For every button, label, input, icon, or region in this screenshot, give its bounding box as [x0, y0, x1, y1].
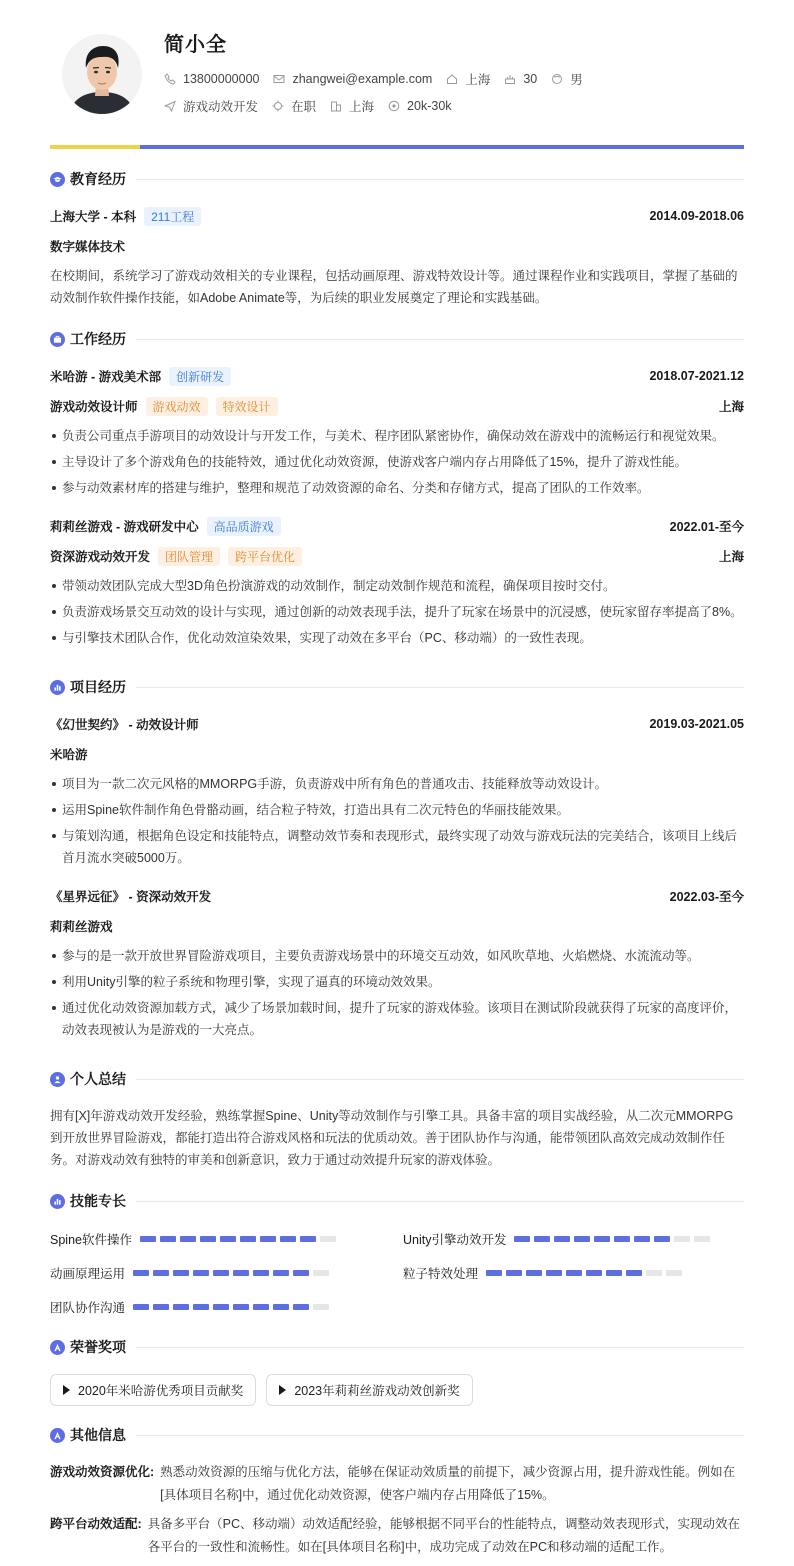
gender-icon [551, 73, 563, 85]
job-tag: 游戏动效 [146, 397, 208, 416]
award-text: 2023年莉莉丝游戏动效创新奖 [294, 1384, 460, 1398]
section-title: 荣誉奖项 [70, 1339, 126, 1355]
skill-name: 粒子特效处理 [403, 1267, 479, 1281]
phone-icon [164, 73, 176, 85]
skill-level-segment [694, 1236, 710, 1242]
skill-level-segment [554, 1236, 570, 1242]
job-position: 资深游戏动效开发 [50, 550, 151, 564]
header-divider [50, 145, 744, 149]
skill-level-segment [674, 1236, 690, 1242]
bar-chart-icon [50, 1194, 65, 1209]
skill-level-segment [233, 1304, 249, 1310]
skill-level-segment [253, 1270, 269, 1276]
city-text: 上海 [349, 100, 375, 114]
skill-name: Unity引擎动效开发 [403, 1233, 507, 1247]
city-item [330, 97, 374, 115]
gender-text: 男 [570, 73, 583, 87]
skill-level-segment [193, 1304, 209, 1310]
job-tag: 团队管理 [158, 547, 220, 566]
skill-level-segment [300, 1236, 316, 1242]
phone-text: 13800000000 [183, 72, 260, 86]
list-item: 带领动效团队完成大型3D角色扮演游戏的动效制作，制定动效制作规范和流程，确保项目按时交付。 [50, 575, 744, 597]
location-text: 上海 [465, 73, 491, 87]
project-2-company-row [50, 917, 744, 935]
company-tag: 创新研发 [169, 367, 231, 386]
other-label: 跨平台动效适配: [50, 1517, 142, 1531]
coin-icon [388, 100, 400, 112]
project-date: 2022.03-至今 [669, 890, 744, 904]
section-title: 项目经历 [70, 679, 126, 695]
skill-level-segment [586, 1270, 602, 1276]
skill-level-bar [133, 1304, 329, 1310]
skill-level-segment [173, 1304, 189, 1310]
skill-level-bar [140, 1236, 336, 1242]
skill-level-segment [240, 1236, 256, 1242]
list-item: 参与的是一款开放世界冒险游戏项目，主要负责游戏场景中的环境交互动效，如风吹草地、火焰燃烧、水流流动等。 [50, 945, 744, 967]
status-item [272, 97, 316, 115]
age-text: 30 [523, 72, 538, 86]
job-2-bullets [50, 575, 744, 653]
project-2-header [50, 887, 744, 905]
position-text: 游戏动效开发 [183, 100, 259, 114]
skill-level-segment [273, 1304, 289, 1310]
job-date: 2018.07-2021.12 [649, 369, 744, 383]
skill-item [403, 1264, 682, 1282]
skill-level-segment [486, 1270, 502, 1276]
skill-level-segment [140, 1236, 156, 1242]
other-item [50, 1513, 744, 1559]
skill-item [50, 1264, 329, 1282]
section-title: 其他信息 [70, 1427, 126, 1443]
projects-section-header [50, 677, 744, 697]
major-name: 数字媒体技术 [50, 240, 126, 254]
skill-level-segment [634, 1236, 650, 1242]
skill-level-segment [280, 1236, 296, 1242]
skill-level-segment [546, 1270, 562, 1276]
skill-level-segment [534, 1236, 550, 1242]
list-item: 运用Spine软件制作角色骨骼动画，结合粒子特效，打造出具有二次元特色的华丽技能效果。 [50, 799, 744, 821]
email-item [273, 72, 432, 86]
job-city: 上海 [718, 400, 744, 414]
skill-level-segment [213, 1304, 229, 1310]
award-text: 2020年米哈游优秀项目贡献奖 [78, 1384, 244, 1398]
education-date: 2014.09-2018.06 [649, 209, 744, 223]
status-text: 在职 [291, 100, 317, 114]
list-item: 利用Unity引擎的粒子系统和物理引擎，实现了逼真的环境动效效果。 [50, 971, 744, 993]
skill-level-segment [313, 1304, 329, 1310]
job-date: 2022.01-至今 [669, 520, 744, 534]
list-item: 通过优化动效资源加载方式，减少了场景加载时间，提升了玩家的游戏体验。该项目在测试阶段就获得了玩家的高度评价，动效表现被认为是游戏的一大亮点。 [50, 997, 744, 1041]
job-city: 上海 [718, 550, 744, 564]
education-section-header [50, 169, 744, 189]
project-1-company-row [50, 745, 744, 763]
salary-text: 20k-30k [407, 99, 452, 113]
skill-level-segment [320, 1236, 336, 1242]
project-name: 《幻世契约》 - 动效设计师 [50, 718, 199, 732]
salary-item [388, 99, 451, 113]
skill-level-segment [153, 1304, 169, 1310]
skill-level-segment [646, 1270, 662, 1276]
skill-level-segment [514, 1236, 530, 1242]
other-text: 具备多平台（PC、移动端）动效适配经验，能够根据不同平台的性能特点，调整动效表现形式，实现动效在各平台的一致性和流畅性。如在[具体项目名称]中，成功完成了动效在PC和移动端的适配工作。 [147, 1517, 741, 1554]
gender-item [551, 70, 583, 88]
education-row [50, 207, 744, 225]
major-row [50, 237, 744, 255]
school-name: 上海大学 - 本科 [50, 210, 137, 224]
skill-level-segment [654, 1236, 670, 1242]
skill-level-segment [133, 1270, 149, 1276]
skill-level-segment [506, 1270, 522, 1276]
awards-list [50, 1374, 473, 1406]
project-1-header [50, 715, 744, 733]
section-title: 技能专长 [70, 1193, 126, 1209]
user-icon [50, 1072, 65, 1087]
skill-level-segment [293, 1304, 309, 1310]
project-1-bullets [50, 773, 744, 873]
job-2-position-row [50, 547, 744, 565]
job-2-header [50, 517, 744, 535]
age-item [504, 72, 537, 86]
company-tag: 高品质游戏 [207, 517, 281, 536]
skill-item [50, 1230, 336, 1248]
list-item: 与引擎技术团队合作，优化动效渲染效果，实现了动效在多平台（PC、移动端）的一致性表现。 [50, 627, 744, 649]
list-item: 主导设计了多个游戏角色的技能特效，通过优化动效资源，使游戏客户端内存占用降低了15%，提升了游戏性能。 [50, 451, 744, 473]
other-text: 熟悉动效资源的压缩与优化方法，能够在保证动效质量的前提下，减少资源占用，提升游戏性能。例如在[具体项目名称]中，通过优化动效资源，使客户端内存占用降低了15%。 [160, 1465, 736, 1502]
skill-level-segment [200, 1236, 216, 1242]
profile-header [50, 0, 744, 148]
send-icon [164, 100, 176, 112]
skill-level-bar [486, 1270, 682, 1276]
briefcase-icon [50, 332, 65, 347]
home-icon [446, 73, 458, 85]
play-icon [279, 1385, 286, 1395]
list-item: 参与动效素材库的搭建与维护，整理和规范了动效资源的命名、分类和存储方式，提高了团队的工作效率。 [50, 477, 744, 499]
job-1-position-row [50, 397, 744, 415]
skill-level-segment [293, 1270, 309, 1276]
company-name: 莉莉丝游戏 - 游戏研发中心 [50, 520, 199, 534]
skill-name: Spine软件操作 [50, 1233, 132, 1247]
skill-level-segment [260, 1236, 276, 1242]
skill-name: 动画原理运用 [50, 1267, 126, 1281]
play-icon [63, 1385, 70, 1395]
project-date: 2019.03-2021.05 [649, 717, 744, 731]
award-icon [50, 1428, 65, 1443]
skill-level-segment [614, 1236, 630, 1242]
section-title: 教育经历 [70, 171, 126, 187]
skill-level-segment [160, 1236, 176, 1242]
skill-level-segment [153, 1270, 169, 1276]
bar-chart-icon [50, 680, 65, 695]
skill-level-segment [666, 1270, 682, 1276]
project-name: 《星界远征》 - 资深动效开发 [50, 890, 212, 904]
company-name: 米哈游 - 游戏美术部 [50, 370, 162, 384]
skill-level-segment [173, 1270, 189, 1276]
awards-section-header [50, 1337, 744, 1357]
list-item: 负责游戏场景交互动效的设计与实现，通过创新的动效表现手法，提升了玩家在场景中的沉浸感，使玩家留存率提高了8%。 [50, 601, 744, 623]
skill-level-segment [273, 1270, 289, 1276]
skill-item [50, 1298, 329, 1316]
job-1-header [50, 367, 744, 385]
other-item [50, 1461, 744, 1507]
cake-icon [504, 73, 516, 85]
skills-section-header [50, 1191, 744, 1211]
skill-level-segment [213, 1270, 229, 1276]
skill-level-segment [606, 1270, 622, 1276]
skill-level-segment [626, 1270, 642, 1276]
email-text: zhangwei@example.com [292, 72, 433, 86]
job-tag: 跨平台优化 [228, 547, 302, 566]
project-company: 莉莉丝游戏 [50, 920, 113, 934]
status-icon [272, 100, 284, 112]
skill-level-bar [133, 1270, 329, 1276]
award-item [266, 1374, 472, 1406]
location-item [446, 70, 490, 88]
mail-icon [273, 73, 285, 85]
job-tag: 特效设计 [216, 397, 278, 416]
skill-level-segment [566, 1270, 582, 1276]
skill-name: 团队协作沟通 [50, 1301, 126, 1315]
other-label: 游戏动效资源优化: [50, 1465, 155, 1479]
list-item: 与策划沟通，根据角色设定和技能特点，调整动效节奏和表现形式，最终实现了动效与游戏玩法的完美结合，该项目上线后首月流水突破5000万。 [50, 825, 744, 869]
skill-item [403, 1230, 710, 1248]
skill-level-segment [574, 1236, 590, 1242]
job-position: 游戏动效设计师 [50, 400, 138, 414]
job-1-bullets [50, 425, 744, 503]
skill-level-segment [193, 1270, 209, 1276]
work-section-header [50, 329, 744, 349]
avatar [62, 34, 142, 114]
phone-item [164, 72, 259, 86]
skill-level-segment [594, 1236, 610, 1242]
school-tag: 211工程 [144, 207, 201, 226]
other-section-header [50, 1425, 744, 1445]
building-icon [330, 100, 342, 112]
skill-level-segment [133, 1304, 149, 1310]
summary-text: 拥有[X]年游戏动效开发经验，熟练掌握Spine、Unity等动效制作与引擎工具。具备丰富的项目实战经验，从二次元MMORPG到开放世界冒险游戏，都能打造出符合游戏风格和玩法的优质动效。善于团队协作与沟通，能带领团队高效完成动效制作任务。对游戏动效有独特的审美和创新意识，致力于通过动效提升玩家的游戏体验。 [50, 1109, 734, 1167]
section-title: 工作经历 [70, 331, 126, 347]
intent-row [164, 97, 452, 115]
list-item: 负责公司重点手游项目的动效设计与开发工作，与美术、程序团队紧密协作，确保动效在游戏中的流畅运行和视觉效果。 [50, 425, 744, 447]
list-item: 项目为一款二次元风格的MMORPG手游，负责游戏中所有角色的普通攻击、技能释放等动效设计。 [50, 773, 744, 795]
award-icon [50, 1340, 65, 1355]
skill-level-segment [526, 1270, 542, 1276]
skill-level-bar [514, 1236, 710, 1242]
graduation-cap-icon [50, 172, 65, 187]
project-2-bullets [50, 945, 744, 1045]
position-item [164, 97, 258, 115]
skill-level-segment [253, 1304, 269, 1310]
candidate-name: 简小全 [164, 34, 227, 56]
section-title: 个人总结 [70, 1071, 126, 1087]
education-description: 在校期间，系统学习了游戏动效相关的专业课程，包括动画原理、游戏特效设计等。通过课程作业和实践项目，掌握了基础的动效制作软件操作技能，如Adobe Animate等，为后续的职业发展奠定了理论和实践基础。 [50, 269, 738, 305]
project-company: 米哈游 [50, 748, 88, 762]
skill-level-segment [233, 1270, 249, 1276]
contact-row [164, 70, 583, 88]
skill-level-segment [220, 1236, 236, 1242]
skill-level-segment [313, 1270, 329, 1276]
resume-page [50, 0, 744, 1554]
summary-section-header [50, 1069, 744, 1089]
skill-level-segment [180, 1236, 196, 1242]
award-item [50, 1374, 256, 1406]
